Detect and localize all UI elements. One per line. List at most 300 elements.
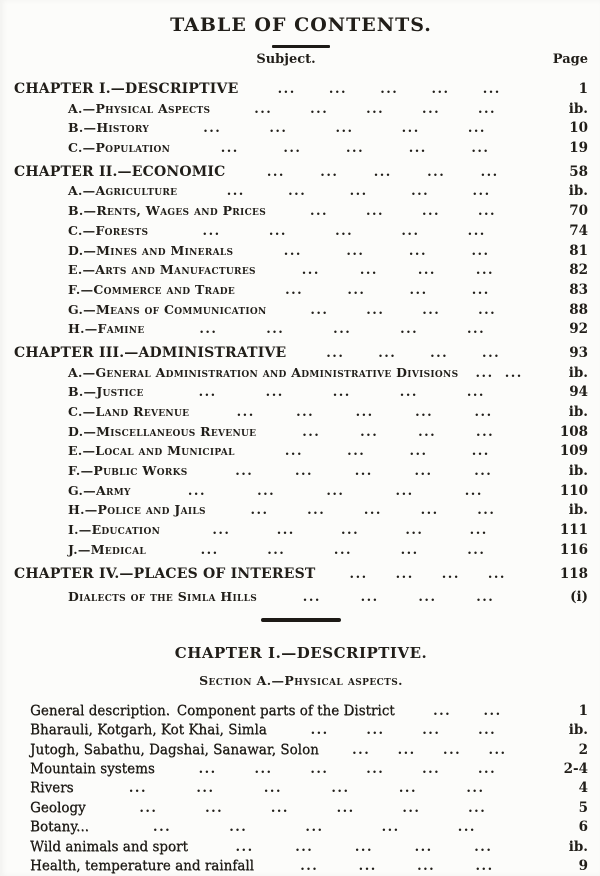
- toc-row: [14, 589, 588, 609]
- dot-leader-group: ...: [226, 185, 245, 199]
- dot-leader-group: ...: [477, 504, 496, 518]
- dot-leader-group: ...: [295, 840, 314, 854]
- entry-label: B.—Justice: [68, 384, 144, 400]
- dot-leader: [149, 122, 542, 135]
- dot-leader-group: ...: [466, 386, 485, 400]
- entry-label: E.—Arts and Manufactures: [68, 262, 256, 278]
- dot-leader: [233, 245, 542, 258]
- dot-leader: [254, 860, 542, 873]
- dot-leader-group: ...: [474, 840, 493, 854]
- toc-row: [30, 800, 588, 819]
- dot-leader-group: ...: [472, 185, 491, 199]
- dot-leader-group: ...: [355, 406, 374, 419]
- title-rule: [272, 45, 330, 48]
- page-number: 81: [569, 242, 588, 259]
- page-number: 6: [578, 819, 588, 836]
- dot-leader-group: ...: [488, 743, 507, 757]
- page-number: 2: [578, 741, 588, 758]
- dot-leader-group: ...: [153, 821, 172, 835]
- dot-leader-group: ...: [199, 323, 218, 337]
- dot-leader-group: ...: [475, 860, 494, 873]
- page-number: 1: [578, 81, 588, 97]
- dot-leader-group: ...: [346, 142, 365, 156]
- dot-leader-group: ...: [474, 465, 493, 479]
- dot-leader: [286, 347, 542, 360]
- dot-leader-group: ...: [200, 543, 219, 557]
- dot-leader-group: ...: [198, 763, 217, 777]
- dot-leader-group: ...: [236, 406, 255, 419]
- toc-row: [14, 302, 588, 322]
- dot-leader-group: ...: [269, 122, 288, 136]
- dot-leader-group: ...: [349, 567, 368, 581]
- dot-leader-group: ...: [482, 346, 501, 360]
- dot-leader: [316, 568, 542, 581]
- dot-leader: [256, 426, 542, 439]
- table-of-contents: [14, 81, 588, 609]
- dot-leader: [257, 591, 542, 604]
- page-number: ib.: [568, 722, 588, 739]
- dot-leader-group: ...: [288, 185, 307, 199]
- section-heading: Section A.—Physical aspects.: [199, 672, 403, 688]
- page-number: 2-4: [563, 761, 588, 778]
- dot-leader-group: ...: [220, 142, 239, 156]
- column-headers: [14, 52, 588, 72]
- dot-leader-group: ...: [326, 346, 345, 360]
- page-number: 88: [569, 301, 588, 318]
- dot-leader-group: ...: [310, 724, 329, 738]
- dot-leader-group: ...: [235, 465, 254, 479]
- dot-leader: [266, 205, 542, 218]
- dot-leader-group: ...: [469, 524, 488, 538]
- dot-leader-group: ...: [468, 801, 487, 815]
- dot-leader-group: ...: [366, 724, 385, 738]
- dot-leader-group: ...: [478, 763, 497, 777]
- page-number: 9: [578, 858, 588, 874]
- dot-leader-group: ...: [254, 102, 273, 116]
- chapter-heading: CHAPTER I.—DESCRIPTIVE.: [174, 643, 428, 662]
- dot-leader-group: ...: [378, 346, 397, 360]
- section-contents: [14, 703, 588, 876]
- dot-leader-group: ...: [285, 283, 304, 297]
- dot-leader-group: ...: [229, 821, 248, 835]
- toc-row: [30, 761, 588, 780]
- dot-leader-group: ...: [250, 504, 269, 518]
- dot-leader-group: ...: [257, 484, 276, 498]
- dot-leader-group: ...: [482, 83, 501, 96]
- dot-leader-group: ...: [399, 386, 418, 400]
- toc-row: [30, 858, 588, 876]
- dot-leader-group: ...: [310, 303, 329, 317]
- entry-label: CHAPTER II.—ECONOMIC: [14, 163, 226, 180]
- page-number: 92: [569, 321, 588, 338]
- dot-leader: [458, 367, 542, 380]
- dot-leader-group: ...: [418, 591, 437, 605]
- dot-leader-group: ...: [476, 591, 495, 605]
- dot-leader-group: ...: [431, 83, 450, 96]
- toc-row: [14, 203, 588, 223]
- dot-leader: [188, 465, 542, 478]
- dot-leader-group: ...: [417, 264, 436, 278]
- dot-leader-group: ...: [333, 323, 352, 337]
- toc-row: [14, 502, 588, 522]
- dot-leader-group: ...: [475, 366, 494, 380]
- page-number: 74: [569, 222, 588, 239]
- dot-leader-group: ...: [294, 465, 314, 479]
- dot-leader-group: ...: [305, 821, 324, 835]
- toc-row: [14, 404, 588, 424]
- toc-row: [14, 140, 588, 160]
- page-number: 4: [578, 780, 588, 797]
- entry-label: Wild animals and sport: [30, 838, 188, 855]
- toc-row: [14, 483, 588, 503]
- dot-leader-group: ...: [408, 142, 427, 156]
- page-number: 116: [559, 541, 588, 558]
- dot-leader-group: ...: [347, 283, 366, 297]
- dot-leader-group: ...: [300, 860, 319, 873]
- dot-leader-group: ...: [476, 425, 495, 439]
- toc-row: [14, 321, 588, 341]
- entry-label: D.—Miscellaneous Revenue: [68, 423, 257, 439]
- entry-label: CHAPTER I.—DESCRIPTIVE: [14, 81, 239, 97]
- dot-leader-group: ...: [333, 543, 352, 557]
- toc-row: [30, 819, 588, 838]
- subject-column-header: Subject.: [256, 52, 316, 67]
- dot-leader-group: ...: [483, 704, 502, 718]
- dot-leader-group: ...: [363, 504, 382, 518]
- dot-leader-group: ...: [341, 524, 360, 538]
- dot-leader-group: ...: [397, 743, 416, 757]
- toc-row: [14, 164, 588, 184]
- dot-leader-group: ...: [478, 303, 497, 317]
- dot-leader-group: ...: [346, 244, 365, 258]
- toc-row: [14, 223, 588, 243]
- dot-leader-group: ...: [267, 543, 286, 557]
- toc-row: [14, 365, 588, 385]
- dot-leader-group: ...: [196, 782, 215, 796]
- dot-leader-group: ...: [347, 445, 366, 459]
- toc-row: [30, 722, 588, 741]
- dot-leader: [148, 225, 542, 238]
- dot-leader-group: ...: [408, 244, 427, 258]
- dot-leader-group: ...: [420, 504, 439, 518]
- dot-leader: [177, 185, 542, 198]
- entry-label: F.—Public Works: [68, 463, 188, 479]
- dot-leader-group: ...: [457, 821, 476, 835]
- dot-leader-group: ...: [128, 782, 147, 796]
- dot-leader-group: ...: [415, 406, 434, 419]
- dot-leader-group: ...: [422, 102, 441, 116]
- dot-leader-group: ...: [422, 303, 441, 317]
- dot-leader: [144, 386, 542, 399]
- entry-label: H.—Police and Jails: [68, 502, 206, 518]
- dot-leader-group: ...: [270, 801, 289, 815]
- entry-label: Jutogh, Sabathu, Dagshai, Sanawar, Solon: [30, 741, 319, 758]
- toc-row: [30, 780, 588, 799]
- dot-leader-group: ...: [284, 445, 303, 459]
- dot-leader-group: ...: [366, 303, 385, 317]
- entry-label: Dialects of the Simla Hills: [68, 589, 258, 605]
- dot-leader-group: ...: [395, 567, 414, 581]
- page-number: 93: [569, 344, 588, 361]
- dot-leader-group: ...: [331, 782, 350, 796]
- dot-leader: [206, 504, 542, 517]
- dot-leader-group: ...: [266, 165, 285, 179]
- dot-leader: [256, 264, 542, 277]
- toc-row: [14, 101, 588, 121]
- dot-leader-group: ...: [335, 122, 354, 136]
- dot-leader-group: ...: [471, 445, 490, 459]
- dot-leader-group: ...: [373, 165, 392, 179]
- page-number: 111: [559, 522, 588, 539]
- dot-leader: [144, 323, 542, 336]
- toc-row: [14, 522, 588, 542]
- dot-leader-group: ...: [352, 743, 371, 757]
- dot-leader-group: ...: [365, 205, 385, 219]
- dot-leader: [395, 705, 542, 718]
- page-column-header: Page: [552, 52, 588, 67]
- dot-leader-group: ...: [332, 386, 351, 400]
- toc-row: [14, 262, 588, 282]
- dot-leader-group: ...: [296, 406, 315, 419]
- entry-label: E.—Local and Municipal: [68, 443, 235, 459]
- dot-leader-group: ...: [265, 386, 284, 400]
- toc-row: [30, 742, 588, 761]
- dot-leader-group: ...: [464, 484, 483, 498]
- page-number: ib.: [568, 100, 588, 117]
- page-number: 58: [569, 163, 588, 180]
- dot-leader-group: ...: [467, 224, 486, 238]
- dot-leader-group: ...: [417, 860, 436, 873]
- dot-leader-group: ...: [326, 484, 345, 498]
- dot-leader-group: ...: [139, 801, 158, 815]
- dot-leader: [86, 802, 542, 815]
- dot-leader-group: ...: [366, 763, 385, 777]
- dot-leader-group: ...: [360, 591, 379, 605]
- page-number: 108: [559, 423, 588, 440]
- dot-leader-group: ...: [202, 224, 221, 238]
- page-number: 70: [569, 203, 588, 220]
- toc-row: [14, 424, 588, 444]
- dot-leader-group: ...: [302, 425, 321, 439]
- dot-leader-group: ...: [480, 165, 499, 179]
- dot-leader-group: ...: [336, 801, 355, 815]
- dot-leader-group: ...: [400, 543, 419, 557]
- page-title: TABLE OF CONTENTS.: [170, 14, 432, 36]
- dot-leader-group: ...: [328, 83, 347, 96]
- page-number: 83: [569, 281, 588, 298]
- page-number: ib.: [568, 502, 588, 519]
- dot-leader: [131, 485, 542, 498]
- toc-row: [14, 243, 588, 263]
- dot-leader-group: ...: [354, 840, 373, 854]
- entry-label: B.—Rents, Wages and Prices: [68, 203, 266, 219]
- toc-row: [30, 703, 588, 722]
- dot-leader: [238, 83, 542, 96]
- toc-row: [14, 282, 588, 302]
- dot-leader: [189, 406, 542, 419]
- toc-row: [14, 120, 588, 140]
- entry-label: G.—Army: [68, 482, 131, 498]
- dot-leader-group: ...: [405, 524, 424, 538]
- dot-leader: [89, 821, 542, 834]
- entry-label: C.—Land Revenue: [68, 404, 190, 419]
- dot-leader-group: ...: [467, 323, 486, 337]
- dot-leader-group: ...: [395, 484, 414, 498]
- dot-leader-group: ...: [205, 801, 224, 815]
- page-number: 1: [578, 702, 588, 719]
- entry-label: A.—General Administration and Administrative Divisions: [68, 364, 459, 380]
- dot-leader-group: ...: [349, 185, 368, 199]
- page-number: 10: [569, 120, 588, 137]
- dot-leader-group: ...: [360, 425, 379, 439]
- toc-row: [14, 81, 588, 101]
- dot-leader-group: ...: [187, 484, 206, 498]
- dot-leader-group: ...: [335, 224, 354, 238]
- section-divider-rule: [261, 618, 341, 622]
- entry-label: G.—Means of Communication: [68, 301, 267, 317]
- dot-leader-group: ...: [414, 840, 433, 854]
- page-number: 110: [559, 482, 588, 499]
- dot-leader-group: ...: [380, 83, 399, 96]
- dot-leader-group: ...: [430, 346, 449, 360]
- entry-label: Botany...: [30, 819, 89, 836]
- entry-label: B.—History: [68, 120, 150, 136]
- dot-leader-group: ...: [466, 782, 485, 796]
- page-number: 82: [569, 262, 588, 279]
- entry-label: F.—Commerce and Trade: [68, 281, 235, 297]
- dot-leader: [146, 544, 542, 557]
- entry-label: A.—Agriculture: [68, 183, 178, 199]
- dot-leader: [267, 304, 542, 317]
- dot-leader-group: ...: [471, 283, 490, 297]
- dot-leader: [319, 744, 542, 757]
- entry-label: CHAPTER III.—ADMINISTRATIVE: [14, 344, 287, 361]
- dot-leader-group: ...: [198, 386, 217, 400]
- entry-label: C.—Forests: [68, 222, 149, 238]
- dot-leader-group: ...: [398, 782, 417, 796]
- entry-label: C.—Population: [68, 140, 171, 156]
- dot-leader-group: ...: [301, 264, 320, 278]
- dot-leader-group: ...: [471, 244, 490, 258]
- dot-leader-group: ...: [276, 524, 295, 538]
- dot-leader-group: ...: [418, 425, 437, 439]
- dot-leader-group: ...: [427, 165, 446, 179]
- dot-leader-group: ...: [307, 504, 326, 518]
- page-number: ib.: [568, 463, 588, 480]
- dot-leader-group: ...: [409, 445, 428, 459]
- page-number: ib.: [568, 838, 588, 855]
- dot-leader: [73, 782, 542, 795]
- dot-leader: [188, 841, 542, 854]
- dot-leader-group: ...: [203, 122, 222, 136]
- dot-leader-group: ...: [443, 743, 462, 757]
- page-number: 109: [559, 443, 588, 460]
- dot-leader-group: ...: [401, 224, 420, 238]
- dot-leader: [170, 142, 542, 155]
- page-number: ib.: [568, 183, 588, 200]
- entry-label: H.—Famine: [68, 321, 145, 337]
- dot-leader-group: ...: [358, 860, 377, 873]
- dot-leader-group: ...: [310, 102, 329, 116]
- dot-leader-group: ...: [310, 763, 329, 777]
- dot-leader-group: ...: [366, 102, 385, 116]
- toc-row: [14, 384, 588, 404]
- dot-leader-group: ...: [381, 821, 400, 835]
- dot-leader-group: ...: [266, 323, 285, 337]
- dot-leader-group: ...: [263, 782, 282, 796]
- dot-leader-group: ...: [268, 224, 287, 238]
- page-number: 19: [569, 140, 588, 157]
- dot-leader: [210, 103, 542, 116]
- page-number: 94: [569, 384, 588, 401]
- dot-leader-group: ...: [411, 185, 430, 199]
- dot-leader-group: ...: [478, 724, 497, 738]
- dot-leader-group: ...: [302, 591, 321, 605]
- entry-label: Bharauli, Kotgarh, Kot Khai, Simla: [30, 722, 267, 739]
- dot-leader: [226, 166, 542, 179]
- dot-leader-group: ...: [283, 244, 302, 258]
- dot-leader-group: ...: [422, 763, 441, 777]
- toc-row: [14, 463, 588, 483]
- dot-leader-group: ...: [421, 205, 441, 219]
- dot-leader-group: ...: [409, 283, 428, 297]
- dot-leader-group: ...: [402, 801, 421, 815]
- toc-row: [30, 839, 588, 858]
- dot-leader-group: ...: [441, 567, 460, 581]
- dot-leader-group: ...: [414, 465, 433, 479]
- entry-label: A.—Physical Aspects: [68, 100, 211, 116]
- toc-row: [14, 183, 588, 203]
- entry-label: D.—Mines and Minerals: [68, 242, 234, 258]
- dot-leader: [235, 284, 542, 297]
- dot-leader-group: ...: [478, 102, 497, 116]
- dot-leader-group: ...: [212, 524, 231, 538]
- entry-label: Rivers: [30, 780, 74, 797]
- dot-leader-group: ...: [475, 264, 494, 278]
- dot-leader-group: ...: [487, 567, 506, 581]
- dot-leader-group: ...: [401, 122, 420, 136]
- dot-leader-group: ...: [320, 165, 339, 179]
- dot-leader: [267, 724, 542, 737]
- toc-row: [14, 542, 588, 562]
- page-number: (i): [570, 589, 588, 606]
- entry-label: CHAPTER IV.—PLACES OF INTEREST: [14, 565, 316, 582]
- dot-leader-group: ...: [467, 122, 486, 136]
- toc-row: [14, 443, 588, 463]
- entry-label: Mountain systems: [30, 761, 155, 778]
- dot-leader-group: ...: [254, 763, 273, 777]
- toc-row: [14, 566, 588, 586]
- toc-row: [14, 345, 588, 365]
- dot-leader-group: ...: [433, 704, 452, 718]
- dot-leader-group: ...: [467, 543, 486, 557]
- dot-leader-group: ...: [471, 142, 490, 156]
- dot-leader-group: ...: [504, 366, 523, 380]
- entry-label: Health, temperature and rainfall: [30, 858, 254, 874]
- entry-label: J.—Medical: [68, 541, 146, 557]
- page-number: ib.: [568, 404, 588, 420]
- entry-label: Geology: [30, 799, 86, 816]
- dot-leader-group: ...: [309, 205, 329, 219]
- dot-leader: [235, 445, 542, 458]
- entry-label: I.—Education: [68, 522, 161, 538]
- dot-leader: [155, 763, 542, 776]
- entry-label: General description. Component parts of the District: [30, 702, 395, 719]
- page-number: 5: [578, 799, 588, 816]
- page-number: 118: [559, 565, 588, 582]
- dot-leader-group: ...: [283, 142, 302, 156]
- dot-leader-group: ...: [474, 406, 493, 419]
